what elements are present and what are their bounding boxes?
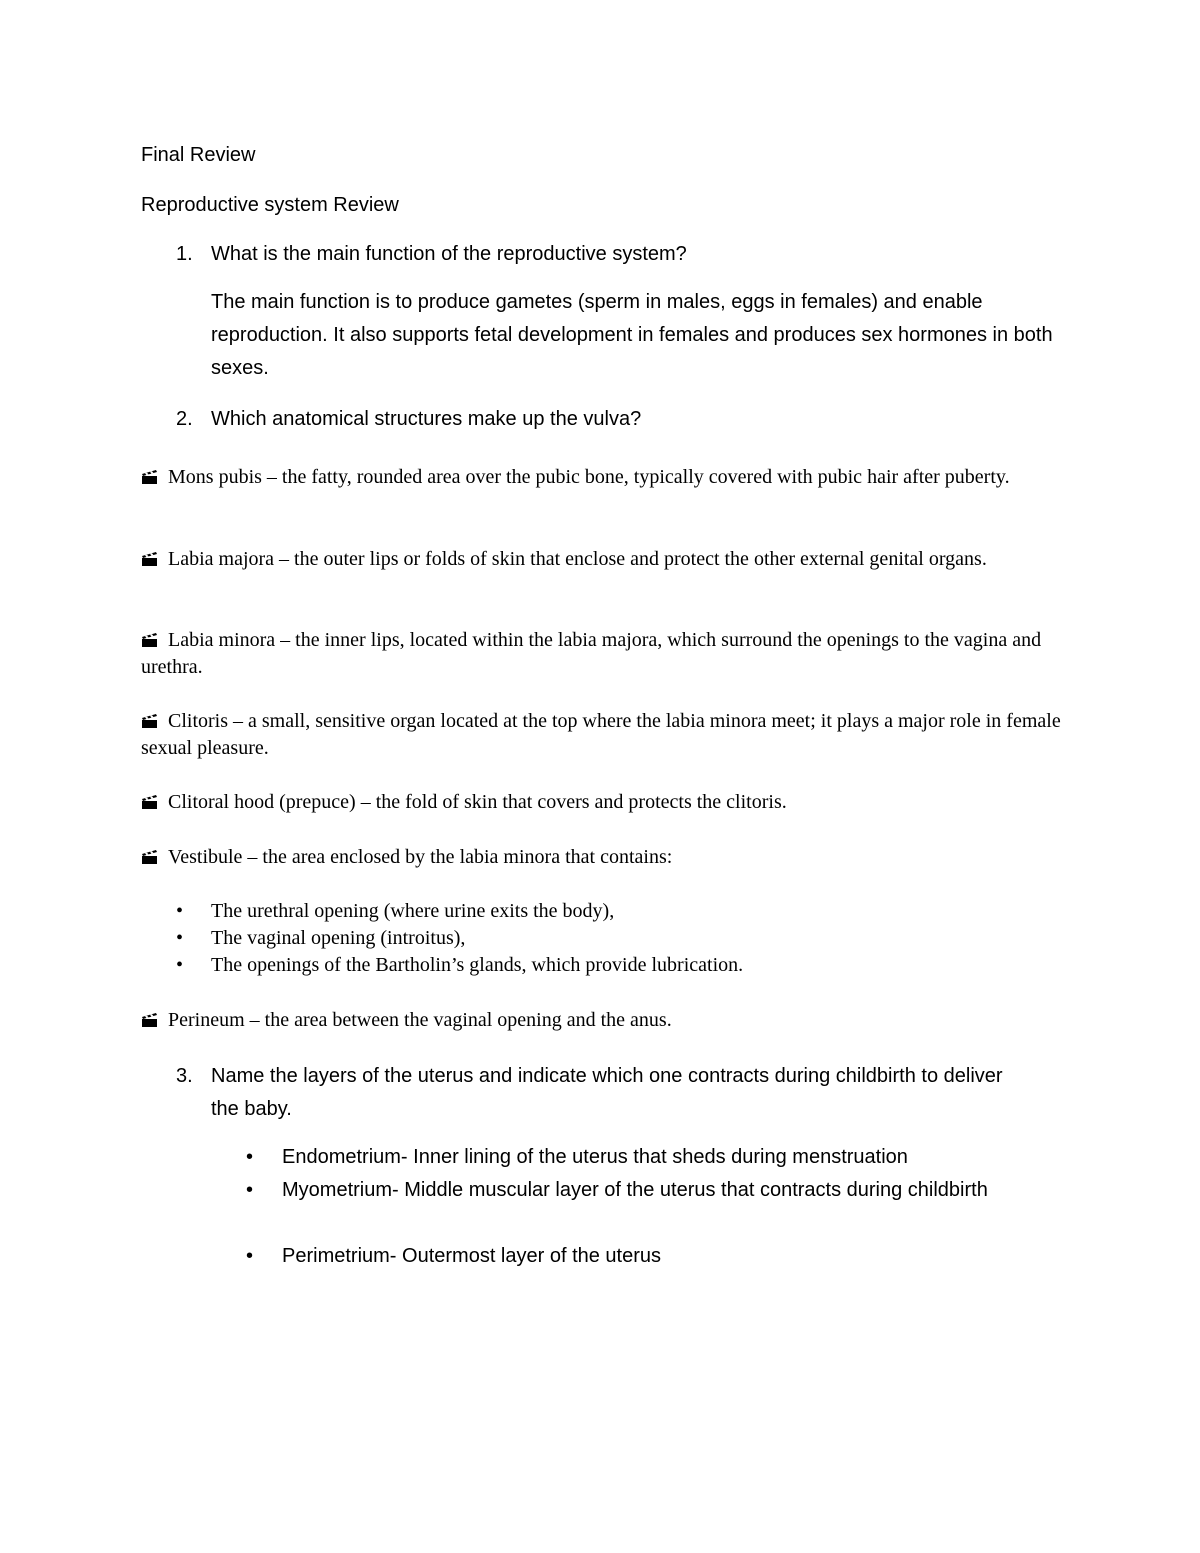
vulva-item-labia-minora: Labia minora – the inner lips, located within the labia majora, which surround the openings to the vagina and urethra. bbox=[141, 629, 1042, 678]
vulva-item-mons-pubis: Mons pubis – the fatty, rounded area over the pubic bone, typically covered with pubic hair after puberty. bbox=[141, 464, 1061, 491]
clapperboard-icon bbox=[141, 632, 158, 648]
vulva-item-labia-majora: Labia majora – the outer lips or folds of skin that enclose and protect the other external genital organs. bbox=[141, 546, 1061, 573]
clapperboard-icon bbox=[141, 713, 158, 729]
vulva-item-clitoral-hood: Clitoral hood (prepuce) – the fold of skin that covers and protects the clitoris. bbox=[141, 789, 1061, 816]
clapperboard-icon bbox=[141, 1012, 158, 1028]
clapperboard-icon bbox=[141, 794, 158, 810]
section-title: Reproductive system Review bbox=[141, 194, 399, 216]
vulva-item-clitoris: Clitoris – a small, sensitive organ located at the top where the labia minora meet; it plays a major role in female sexual pleasure. bbox=[141, 710, 1061, 759]
clapperboard-icon bbox=[141, 469, 158, 485]
question-1: What is the main function of the reproductive system? bbox=[211, 243, 687, 265]
vulva-item-vestibule: Vestibule – the area enclosed by the labia minora that contains: bbox=[141, 844, 1061, 871]
bullet-icon: • bbox=[246, 1245, 254, 1267]
bullet-icon: • bbox=[176, 927, 184, 949]
question-2: Which anatomical structures make up the vulva? bbox=[211, 408, 642, 430]
document-page: Final Review Reproductive system Review 1. What is the main function of the reproductive system? The main function is to produce gametes (sperm in males, eggs in females) and enable reproduction. It also supports fetal development in females and produces sex hormones in both sexes. 2. Which anatomical structures make up the vulva? Mons pubis – the fatty, rounded area over the pubic bone, typically covered with pubic hair after puberty. Labia majora – the outer lips or folds of skin that enclose and protect the other external genital organs. Labia minora – the inner lips, located within the labia majora, which surround the openings to the vagina and urethra. Clitoris – a small, sensitive organ located at the top where the labia minora meet; it plays a major role in female sexual pleasure. Clitoral hood (prepuce) – the fold of skin that covers and protects the clitoris. Vestibule – the area enclosed by the labia minora that contains: • The urethral opening (where urine exits the body), • The vaginal opening (introitus), • The openings of the Bartholin’s glands, which provide lubrication. Perineum – the area between the vaginal opening and the anus. 3. Name the layers of the uterus and indicate which one contracts during childbirth to deliver the baby. • Endometrium- Inner lining of the uterus that sheds during menstruation • Myometrium- Middle muscular layer of the uterus that contracts during childbirth • Perimetrium- Outermost layer of the uterus bbox=[0, 0, 1200, 1553]
question-number-3: 3. bbox=[176, 1065, 193, 1087]
question-3: Name the layers of the uterus and indicate which one contracts during childbirth to deliver the baby. bbox=[211, 1065, 1003, 1120]
answer-1: The main function is to produce gametes (sperm in males, eggs in females) and enable reproduction. It also supports fetal development in females and produces sex hormones in both sexes. bbox=[211, 291, 1053, 379]
question-number-1: 1. bbox=[176, 243, 193, 265]
clapperboard-icon bbox=[141, 849, 158, 865]
bullet-icon: • bbox=[246, 1146, 254, 1168]
question-number-2: 2. bbox=[176, 408, 193, 430]
bullet-icon: • bbox=[176, 900, 184, 922]
bullet-icon: • bbox=[246, 1179, 254, 1201]
vulva-item-perineum: Perineum – the area between the vaginal opening and the anus. bbox=[141, 1007, 1061, 1034]
bullet-icon: • bbox=[176, 954, 184, 976]
clapperboard-icon bbox=[141, 551, 158, 567]
document-title: Final Review bbox=[141, 144, 256, 166]
